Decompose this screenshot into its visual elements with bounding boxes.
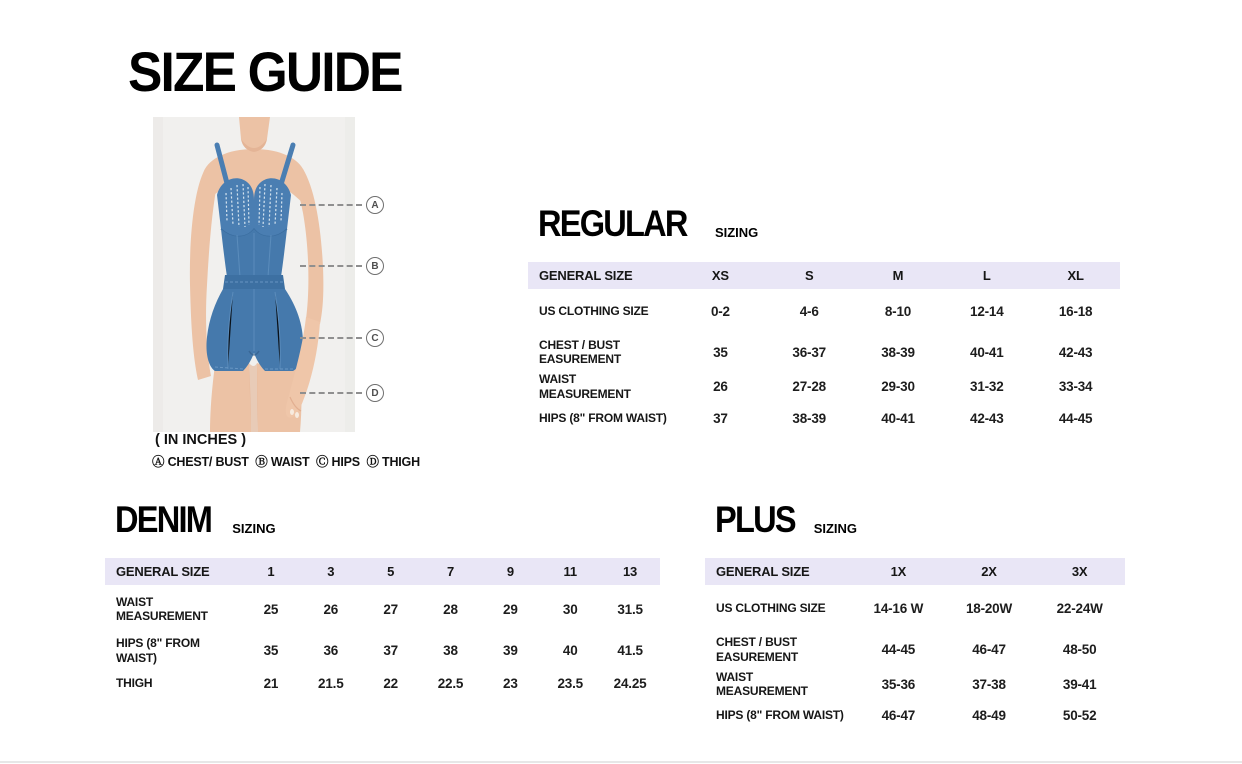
size-value: 35-36 <box>881 676 916 692</box>
size-value: 46-47 <box>881 708 916 723</box>
units-note: ( IN INCHES ) <box>155 432 247 448</box>
thigh-callout-letter: D <box>366 384 384 402</box>
size-value: 26 <box>713 379 728 394</box>
callout-thigh <box>300 384 384 402</box>
size-value: 8-10 <box>884 303 912 319</box>
size-value: 35 <box>713 344 728 360</box>
column-header: XL <box>1067 268 1084 283</box>
size-value: 39-41 <box>1062 676 1097 692</box>
waist-dash-line <box>300 265 362 267</box>
size-value: 21.5 <box>318 676 344 691</box>
row-label: US CLOTHING SIZE <box>539 303 649 318</box>
size-value: 27-28 <box>792 379 826 394</box>
size-value: 30 <box>562 601 578 617</box>
size-value: 14-16 W <box>873 600 924 616</box>
row-label: US CLOTHING SIZE <box>716 600 826 615</box>
row-label: HIPS (8" FROM WAIST) <box>716 708 844 723</box>
size-value: 26 <box>323 601 339 617</box>
size-value: 40 <box>562 643 578 658</box>
table-row <box>528 371 1120 402</box>
regular-section-head <box>528 202 1120 242</box>
column-header: 2X <box>981 564 997 579</box>
callout-chest <box>300 196 384 214</box>
waist-callout-letter: B <box>366 257 384 275</box>
row-label: CHEST / BUST EASUREMENT <box>716 635 799 664</box>
plus-header-row <box>705 558 1125 585</box>
column-header: 3 <box>327 564 335 579</box>
table-row <box>105 633 660 668</box>
row-label: THIGH <box>116 676 153 691</box>
regular-header-row <box>528 262 1120 289</box>
size-value: 29 <box>503 601 518 617</box>
size-value: 38-39 <box>792 411 826 426</box>
size-value: 22.5 <box>437 676 464 691</box>
size-value: 12-14 <box>970 303 1004 319</box>
denim-section-head <box>105 498 660 538</box>
regular-sizing-section <box>528 202 1120 435</box>
size-value: 21 <box>263 676 279 691</box>
table-row <box>705 700 1125 731</box>
denim-sizing-section <box>105 498 660 699</box>
size-value: 37 <box>713 411 728 426</box>
table-row <box>705 631 1125 668</box>
row-label: WAIST MEASUREMENT <box>539 372 631 401</box>
row-label: HIPS (8" FROM WAIST) <box>116 636 200 665</box>
plus-sizing-section <box>705 498 1125 731</box>
column-header: GENERAL SIZE <box>716 563 810 579</box>
column-header: 5 <box>387 564 395 579</box>
plus-section-title: PLUS <box>715 499 795 540</box>
column-header: L <box>982 268 991 283</box>
size-value: 23 <box>503 676 518 691</box>
column-header: 1 <box>267 564 275 579</box>
regular-section-title: REGULAR <box>538 203 687 244</box>
column-header: GENERAL SIZE <box>116 563 210 579</box>
table-row <box>705 668 1125 700</box>
size-value: 31.5 <box>617 601 643 617</box>
column-header: 3X <box>1071 564 1088 579</box>
hips-dash-line <box>300 337 362 339</box>
regular-section-subtitle: SIZING <box>714 225 759 240</box>
callout-waist <box>300 257 384 275</box>
size-value: 22 <box>383 676 398 691</box>
measurement-legend: Ⓐ CHEST/ BUST Ⓑ WAIST Ⓒ HIPS Ⓓ THIGH <box>152 455 420 469</box>
size-value: 42-43 <box>1058 344 1093 360</box>
size-value: 35 <box>263 643 279 658</box>
chest-callout-letter: A <box>366 196 384 214</box>
size-value: 36-37 <box>792 344 826 360</box>
size-value: 36 <box>323 643 339 658</box>
callout-hips <box>300 329 384 347</box>
plus-size-table <box>705 558 1125 731</box>
size-value: 44-45 <box>1058 411 1093 426</box>
size-value: 16-18 <box>1058 303 1093 319</box>
denim-size-table <box>105 558 660 699</box>
regular-size-table <box>528 262 1120 435</box>
column-header: 11 <box>563 564 577 579</box>
column-header: GENERAL SIZE <box>539 267 633 283</box>
column-header: M <box>892 268 904 283</box>
table-row <box>105 668 660 699</box>
size-value: 33-34 <box>1058 379 1093 394</box>
plus-section-subtitle: SIZING <box>813 521 858 536</box>
column-header: 13 <box>623 564 638 579</box>
column-header: 7 <box>446 564 454 579</box>
chest-dash-line <box>300 204 362 206</box>
row-label: WAIST MEASUREMENT <box>116 594 208 623</box>
size-value: 23.5 <box>557 676 583 691</box>
denim-header-row <box>105 558 660 585</box>
size-value: 42-43 <box>970 411 1004 426</box>
column-header: 1X <box>890 564 907 579</box>
table-row <box>105 585 660 633</box>
page-bottom-divider <box>0 761 1242 763</box>
size-value: 40-41 <box>881 411 915 426</box>
size-value: 27 <box>383 601 398 617</box>
table-row <box>705 585 1125 631</box>
size-value: 31-32 <box>970 379 1004 394</box>
thigh-dash-line <box>300 392 362 394</box>
column-header: XS <box>711 268 729 283</box>
size-value: 46-47 <box>972 642 1006 657</box>
column-header: 9 <box>506 564 514 579</box>
size-value: 38 <box>443 643 458 658</box>
hips-callout-letter: C <box>366 329 384 347</box>
size-value: 50-52 <box>1062 708 1097 723</box>
table-row <box>528 289 1120 333</box>
size-value: 48-50 <box>1062 642 1097 657</box>
column-header: S <box>804 268 814 283</box>
size-value: 37-38 <box>972 676 1006 692</box>
size-value: 44-45 <box>881 642 916 657</box>
size-value: 39 <box>503 643 518 658</box>
row-label: HIPS (8" FROM WAIST) <box>539 411 667 426</box>
size-value: 24.25 <box>613 676 647 691</box>
size-value: 37 <box>383 643 398 658</box>
size-value: 0-2 <box>710 303 730 319</box>
plus-section-head <box>705 498 1125 538</box>
size-value: 41.5 <box>617 643 643 658</box>
row-label: CHEST / BUST EASUREMENT <box>539 337 622 366</box>
size-value: 28 <box>443 601 458 617</box>
size-value: 48-49 <box>972 708 1006 723</box>
row-label: WAIST MEASUREMENT <box>716 669 808 698</box>
denim-section-title: DENIM <box>115 499 212 540</box>
size-value: 38-39 <box>881 344 915 360</box>
table-row <box>528 333 1120 371</box>
size-value: 18-20W <box>965 600 1013 616</box>
size-value: 22-24W <box>1056 600 1103 616</box>
size-value: 25 <box>263 601 279 617</box>
size-value: 40-41 <box>970 344 1004 360</box>
denim-section-subtitle: SIZING <box>232 521 276 536</box>
size-value: 4-6 <box>799 303 819 319</box>
size-value: 29-30 <box>881 379 915 394</box>
page-title: SIZE GUIDE <box>128 40 402 103</box>
table-row <box>528 402 1120 435</box>
